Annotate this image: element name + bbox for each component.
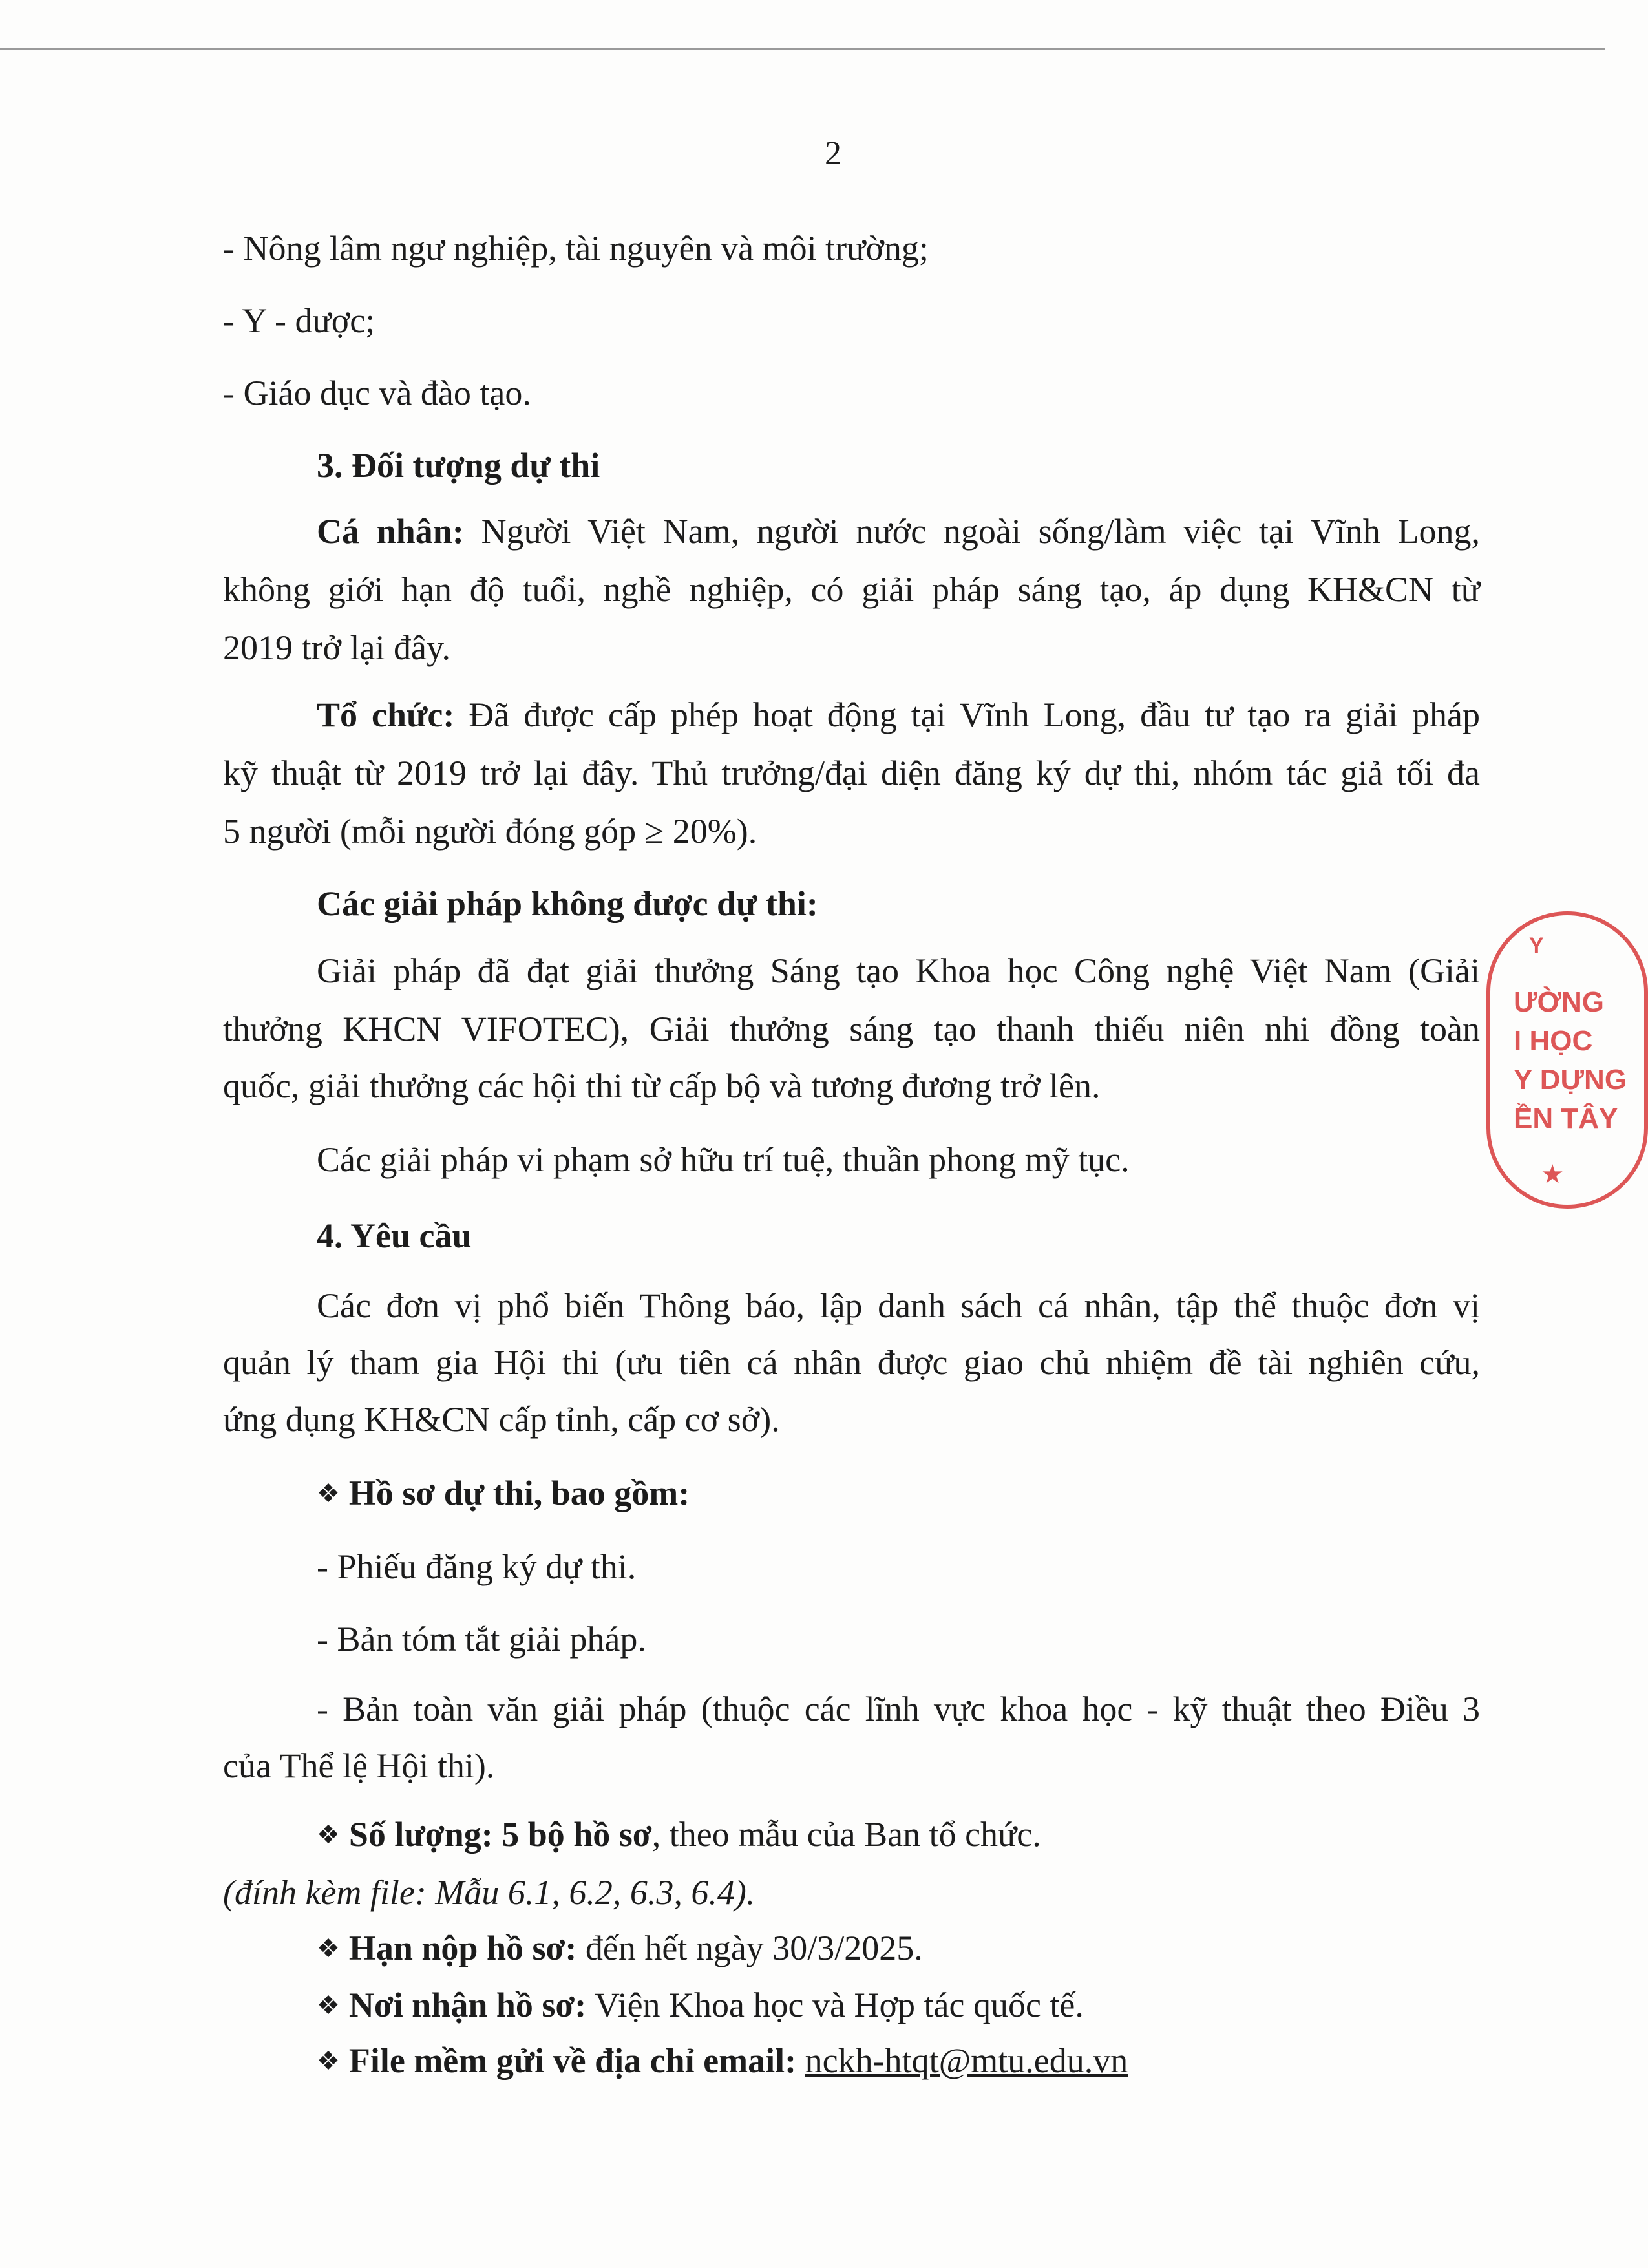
bullet-heading: ❖ Hồ sơ dự thi, bao gồm: — [317, 1474, 690, 1512]
paragraph-line: Các đơn vị phổ biến Thông báo, lập danh sách cá nhân, tập thể thuộc đơn vị — [317, 1286, 1480, 1325]
list-item: của Thể lệ Hội thi). — [223, 1746, 495, 1785]
email-link[interactable]: nckh-htqt@mtu.edu.vn — [805, 2041, 1128, 2080]
paragraph-line: Giải pháp đã đạt giải thưởng Sáng tạo Khoa học Công nghệ Việt Nam (Giải — [317, 951, 1480, 990]
paragraph-line: ứng dụng KH&CN cấp tỉnh, cấp cơ sở). — [223, 1400, 780, 1439]
list-item: - Y - dược; — [223, 301, 375, 340]
diamond-bullet-icon: ❖ — [317, 1820, 340, 1850]
paragraph-line: 2019 trở lại đây. — [223, 628, 450, 667]
paragraph-line: Tổ chức: Đã được cấp phép hoạt động tại Vĩnh Long, đầu tư tạo ra giải pháp — [317, 695, 1481, 734]
diamond-bullet-icon: ❖ — [317, 2046, 340, 2076]
section-heading: 4. Yêu cầu — [317, 1216, 472, 1255]
diamond-bullet-icon: ❖ — [317, 1991, 340, 2020]
bullet-item: ❖ Số lượng: 5 bộ hồ sơ, theo mẫu của Ban tổ chức. — [317, 1815, 1041, 1854]
paragraph-line: quản lý tham gia Hội thi (ưu tiên cá nhân được giao chủ nhiệm đề tài nghiên cứu, — [223, 1343, 1480, 1382]
inline-label: Cá nhân: — [317, 512, 464, 551]
subheading: Các giải pháp không được dự thi: — [317, 884, 818, 923]
page-number: 2 — [825, 135, 841, 172]
bullet-item: ❖ File mềm gửi về địa chỉ email: nckh-htqt@mtu.edu.vn — [317, 2041, 1128, 2080]
list-item: - Nông lâm ngư nghiệp, tài nguyên và môi trường; — [223, 229, 929, 268]
list-item: - Giáo dục và đào tạo. — [223, 374, 531, 412]
diamond-bullet-icon: ❖ — [317, 1479, 340, 1509]
paragraph-line: Các giải pháp vi phạm sở hữu trí tuệ, thuần phong mỹ tục. — [317, 1140, 1130, 1179]
list-item: - Bản tóm tắt giải pháp. — [317, 1620, 646, 1659]
attachment-note: (đính kèm file: Mẫu 6.1, 6.2, 6.3, 6.4). — [223, 1873, 755, 1912]
list-item: - Bản toàn văn giải pháp (thuộc các lĩnh vực khoa học - kỹ thuật theo Điều 3 — [317, 1690, 1480, 1728]
paragraph-line: 5 người (mỗi người đóng góp ≥ 20%). — [223, 812, 757, 851]
bullet-item: ❖ Hạn nộp hồ sơ: đến hết ngày 30/3/2025. — [317, 1929, 923, 1967]
bullet-item: ❖ Nơi nhận hồ sơ: Viện Khoa học và Hợp tác quốc tế. — [317, 1986, 1084, 2024]
paragraph-line: Cá nhân: Người Việt Nam, người nước ngoài sống/làm việc tại Vĩnh Long, — [317, 512, 1481, 551]
paragraph-line: kỹ thuật từ 2019 trở lại đây. Thủ trưởng/đại diện đăng ký dự thi, nhóm tác giả tối đa — [223, 754, 1480, 792]
diamond-bullet-icon: ❖ — [317, 1934, 340, 1964]
inline-label: Tổ chức: — [317, 695, 455, 734]
paragraph-line: quốc, giải thưởng các hội thi từ cấp bộ và tương đương trở lên. — [223, 1066, 1101, 1105]
star-icon: ★ — [1542, 1161, 1563, 1187]
list-item: - Phiếu đăng ký dự thi. — [317, 1547, 637, 1586]
paragraph-line: không giới hạn độ tuổi, nghề nghiệp, có giải pháp sáng tạo, áp dụng KH&CN từ — [223, 570, 1480, 609]
scan-top-border — [0, 48, 1605, 50]
paragraph-line: thưởng KHCN VIFOTEC), Giải thưởng sáng tạo thanh thiếu niên nhi đồng toàn — [223, 1010, 1480, 1048]
red-seal-stamp: Y ƯỜNG I HỌC Y DỰNG ỀN TÂY ★ — [1486, 911, 1648, 1209]
section-heading: 3. Đối tượng dự thi — [317, 446, 600, 485]
